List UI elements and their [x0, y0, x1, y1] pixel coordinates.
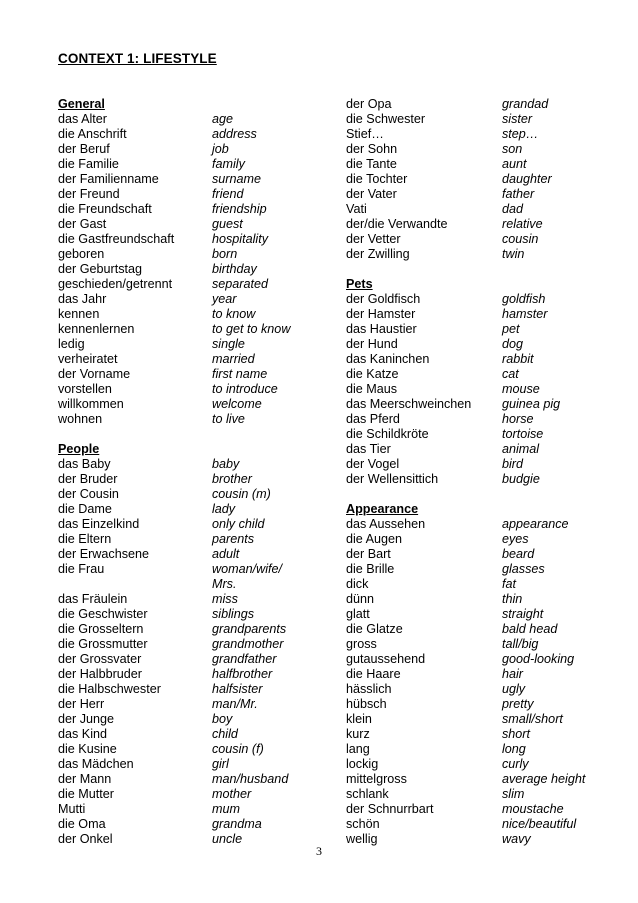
english-translation: sister: [502, 112, 533, 126]
vocab-row: [58, 172, 328, 187]
english-translation: born: [212, 247, 238, 261]
english-translation: aunt: [502, 157, 527, 171]
vocab-row: [346, 772, 606, 787]
section-heading: General: [58, 97, 105, 111]
english-translation: age: [212, 112, 234, 126]
german-word: die Augen: [346, 532, 403, 546]
vocab-row: [346, 817, 606, 832]
section-heading-row: [58, 97, 328, 112]
vocab-row: [346, 697, 606, 712]
vocab-row: [58, 187, 328, 202]
german-word: der Hund: [346, 337, 398, 351]
german-word: der Grossvater: [58, 652, 142, 666]
german-word: der Hamster: [346, 307, 416, 321]
german-word: der Vater: [346, 187, 397, 201]
english-translation: married: [212, 352, 255, 366]
english-translation: job: [212, 142, 229, 156]
english-translation: guest: [212, 217, 243, 231]
vocab-row: [58, 502, 328, 517]
vocab-row: [58, 742, 328, 757]
vocab-row: [346, 742, 606, 757]
english-translation: long: [502, 742, 526, 756]
vocab-row: [58, 112, 328, 127]
vocab-row: [346, 472, 606, 487]
vocab-row: [346, 592, 606, 607]
english-translation: man/Mr.: [212, 697, 258, 711]
vocab-row: [346, 682, 606, 697]
vocab-row: [346, 307, 606, 322]
english-translation: to introduce: [212, 382, 278, 396]
vocab-row: [58, 412, 328, 427]
english-translation: first name: [212, 367, 268, 381]
section-heading: People: [58, 442, 100, 456]
english-translation: dog: [502, 337, 524, 351]
english-translation: hair: [502, 667, 523, 681]
german-word: die Brille: [346, 562, 395, 576]
vocab-row: [346, 232, 606, 247]
english-translation: bird: [502, 457, 523, 471]
english-translation: short: [502, 727, 530, 741]
vocab-row: [58, 517, 328, 532]
english-translation: to get to know: [212, 322, 291, 336]
vocab-row: [346, 412, 606, 427]
english-translation: hamster: [502, 307, 548, 321]
vocab-row: [346, 712, 606, 727]
english-translation: average height: [502, 772, 586, 786]
vocab-row: [58, 277, 328, 292]
english-translation: daughter: [502, 172, 552, 186]
english-translation: twin: [502, 247, 525, 261]
english-translation: curly: [502, 757, 529, 771]
vocab-row: [346, 322, 606, 337]
english-translation: boy: [212, 712, 233, 726]
english-translation: mum: [212, 802, 240, 816]
german-word: die Grossmutter: [58, 637, 148, 651]
german-word: der Vogel: [346, 457, 400, 471]
english-translation: mother: [212, 787, 252, 801]
section-spacer: [58, 427, 328, 442]
vocab-row: [58, 697, 328, 712]
vocab-row: [346, 727, 606, 742]
english-translation: father: [502, 187, 535, 201]
german-word: verheiratet: [58, 352, 118, 366]
german-word: die Schwester: [346, 112, 426, 126]
vocab-row: [58, 562, 328, 577]
vocab-row: [346, 457, 606, 472]
german-word: die Schildkröte: [346, 427, 429, 441]
german-word: der Schnurrbart: [346, 802, 434, 816]
vocab-row: [58, 592, 328, 607]
english-translation: pretty: [502, 697, 534, 711]
english-translation: only child: [212, 517, 265, 531]
german-word: vorstellen: [58, 382, 112, 396]
english-translation: man/husband: [212, 772, 289, 786]
german-word: der Erwachsene: [58, 547, 150, 561]
german-word: die Eltern: [58, 532, 112, 546]
german-word: geboren: [58, 247, 105, 261]
vocab-row: [58, 712, 328, 727]
english-translation: siblings: [212, 607, 254, 621]
vocab-row: [346, 442, 606, 457]
vocab-row: [58, 397, 328, 412]
english-translation: Mrs.: [212, 577, 237, 591]
vocab-row: [346, 292, 606, 307]
german-word: der Gast: [58, 217, 107, 231]
vocab-row: [58, 247, 328, 262]
english-translation: tall/big: [502, 637, 539, 651]
german-word: die Mutter: [58, 787, 114, 801]
english-translation: adult: [212, 547, 240, 561]
english-translation: address: [212, 127, 257, 141]
german-word: die Glatze: [346, 622, 403, 636]
german-word: der Onkel: [58, 832, 113, 846]
german-word: wohnen: [58, 412, 103, 426]
english-translation: cousin (m): [212, 487, 271, 501]
vocab-row: [58, 607, 328, 622]
vocab-row: [58, 667, 328, 682]
english-translation: lady: [212, 502, 236, 516]
german-word: das Einzelkind: [58, 517, 140, 531]
page-title: CONTEXT 1: LIFESTYLE: [58, 51, 217, 66]
vocab-row: [58, 487, 328, 502]
vocab-row: [58, 127, 328, 142]
german-word: die Frau: [58, 562, 105, 576]
vocab-row: [346, 157, 606, 172]
german-word: der Mann: [58, 772, 112, 786]
german-word: das Aussehen: [346, 517, 426, 531]
vocab-row: [346, 622, 606, 637]
german-word: willkommen: [58, 397, 124, 411]
english-translation: girl: [212, 757, 229, 771]
vocab-row: [58, 637, 328, 652]
vocab-row: [58, 157, 328, 172]
german-word: das Mädchen: [58, 757, 134, 771]
vocab-row: [346, 562, 606, 577]
vocab-row: [346, 757, 606, 772]
german-word: die Katze: [346, 367, 399, 381]
english-translation: nice/beautiful: [502, 817, 577, 831]
vocab-row: [346, 802, 606, 817]
vocab-row: [346, 172, 606, 187]
vocab-row: [58, 307, 328, 322]
vocab-row: [58, 382, 328, 397]
german-word: der Wellensittich: [346, 472, 439, 486]
vocab-row: [58, 577, 328, 592]
german-word: gross: [346, 637, 377, 651]
german-word: das Kaninchen: [346, 352, 430, 366]
vocab-column-left: [58, 97, 328, 847]
english-translation: rabbit: [502, 352, 534, 366]
german-word: dünn: [346, 592, 375, 606]
english-translation: uncle: [212, 832, 243, 846]
german-word: kennen: [58, 307, 100, 321]
english-translation: pet: [502, 322, 520, 336]
vocab-row: [346, 787, 606, 802]
german-word: die Halbschwester: [58, 682, 161, 696]
section-heading-row: [346, 277, 606, 292]
vocab-row: [346, 337, 606, 352]
german-word: der Bruder: [58, 472, 118, 486]
section-heading: Pets: [346, 277, 373, 291]
vocab-row: [346, 652, 606, 667]
english-translation: tortoise: [502, 427, 544, 441]
english-translation: parents: [212, 532, 255, 546]
english-translation: family: [212, 157, 245, 171]
english-translation: birthday: [212, 262, 257, 276]
english-translation: baby: [212, 457, 240, 471]
english-translation: wavy: [502, 832, 531, 846]
vocab-row: [346, 352, 606, 367]
german-word: die Oma: [58, 817, 106, 831]
german-word: die Freundschaft: [58, 202, 152, 216]
german-word: der Herr: [58, 697, 105, 711]
german-word: der Familienname: [58, 172, 159, 186]
german-word: Stief…: [346, 127, 384, 141]
german-word: der Halbbruder: [58, 667, 143, 681]
english-translation: brother: [212, 472, 252, 486]
german-word: die Grosseltern: [58, 622, 144, 636]
english-translation: woman/wife/: [212, 562, 282, 576]
english-translation: separated: [212, 277, 269, 291]
english-translation: ugly: [502, 682, 526, 696]
german-word: das Alter: [58, 112, 108, 126]
german-word: wellig: [346, 832, 378, 846]
english-translation: beard: [502, 547, 535, 561]
english-translation: grandma: [212, 817, 262, 831]
german-word: klein: [346, 712, 372, 726]
german-word: das Jahr: [58, 292, 107, 306]
english-translation: guinea pig: [502, 397, 561, 411]
vocab-row: [58, 817, 328, 832]
vocab-row: [58, 532, 328, 547]
german-word: das Baby: [58, 457, 111, 471]
vocab-row: [346, 667, 606, 682]
section-spacer: [346, 262, 606, 277]
german-word: die Anschrift: [58, 127, 127, 141]
english-translation: friend: [212, 187, 244, 201]
german-word: der/die Verwandte: [346, 217, 448, 231]
vocab-column-right: [346, 97, 606, 847]
german-word: die Maus: [346, 382, 398, 396]
vocab-row: [58, 202, 328, 217]
english-translation: grandmother: [212, 637, 284, 651]
german-word: die Kusine: [58, 742, 117, 756]
vocab-row: [346, 202, 606, 217]
english-translation: moustache: [502, 802, 564, 816]
english-translation: step…: [502, 127, 539, 141]
vocab-row: [346, 517, 606, 532]
vocab-row: [346, 142, 606, 157]
vocab-row: [58, 232, 328, 247]
german-word: die Tochter: [346, 172, 408, 186]
english-translation: welcome: [212, 397, 262, 411]
english-translation: cousin (f): [212, 742, 264, 756]
vocab-row: [346, 637, 606, 652]
german-word: der Goldfisch: [346, 292, 421, 306]
german-word: das Fräulein: [58, 592, 128, 606]
german-word: der Freund: [58, 187, 120, 201]
german-word: das Tier: [346, 442, 391, 456]
german-word: der Zwilling: [346, 247, 410, 261]
english-translation: animal: [502, 442, 540, 456]
vocab-row: [58, 622, 328, 637]
german-word: der Geburtstag: [58, 262, 143, 276]
vocab-row: [346, 367, 606, 382]
vocab-row: [346, 547, 606, 562]
english-translation: mouse: [502, 382, 540, 396]
german-word: das Haustier: [346, 322, 417, 336]
english-translation: to live: [212, 412, 245, 426]
english-translation: goldfish: [502, 292, 546, 306]
vocab-row: [58, 652, 328, 667]
german-word: Mutti: [58, 802, 86, 816]
vocab-row: [58, 352, 328, 367]
english-translation: cat: [502, 367, 519, 381]
german-word: der Bart: [346, 547, 391, 561]
vocab-row: [58, 322, 328, 337]
german-word: kennenlernen: [58, 322, 135, 336]
vocab-row: [58, 457, 328, 472]
german-word: hübsch: [346, 697, 387, 711]
german-word: ledig: [58, 337, 85, 351]
german-word: glatt: [346, 607, 370, 621]
vocab-row: [346, 127, 606, 142]
english-translation: dad: [502, 202, 524, 216]
vocab-row: [58, 367, 328, 382]
german-word: der Beruf: [58, 142, 110, 156]
german-word: der Sohn: [346, 142, 398, 156]
german-word: Vati: [346, 202, 367, 216]
german-word: geschieden/getrennt: [58, 277, 173, 291]
german-word: lang: [346, 742, 370, 756]
english-translation: to know: [212, 307, 256, 321]
english-translation: fat: [502, 577, 517, 591]
english-translation: bald head: [502, 622, 558, 636]
vocab-row: [58, 772, 328, 787]
vocab-row: [346, 187, 606, 202]
vocab-row: [58, 802, 328, 817]
english-translation: straight: [502, 607, 544, 621]
vocab-row: [346, 112, 606, 127]
german-word: das Pferd: [346, 412, 400, 426]
english-translation: surname: [212, 172, 261, 186]
german-word: die Dame: [58, 502, 112, 516]
vocab-row: [58, 787, 328, 802]
vocab-row: [58, 547, 328, 562]
vocab-row: [346, 217, 606, 232]
english-translation: son: [502, 142, 523, 156]
vocab-row: [58, 337, 328, 352]
section-heading-row: [346, 502, 606, 517]
english-translation: single: [212, 337, 245, 351]
vocab-row: [58, 472, 328, 487]
german-word: der Junge: [58, 712, 115, 726]
german-word: der Cousin: [58, 487, 119, 501]
english-translation: child: [212, 727, 238, 741]
vocab-row: [58, 262, 328, 277]
english-translation: hospitality: [212, 232, 269, 246]
german-word: der Opa: [346, 97, 392, 111]
english-translation: relative: [502, 217, 543, 231]
vocab-row: [58, 682, 328, 697]
english-translation: horse: [502, 412, 534, 426]
german-word: der Vorname: [58, 367, 131, 381]
german-word: die Geschwister: [58, 607, 148, 621]
english-translation: budgie: [502, 472, 540, 486]
vocab-row: [346, 427, 606, 442]
english-translation: year: [212, 292, 237, 306]
german-word: dick: [346, 577, 369, 591]
english-translation: grandfather: [212, 652, 277, 666]
vocab-row: [346, 247, 606, 262]
english-translation: appearance: [502, 517, 569, 531]
vocab-row: [346, 397, 606, 412]
english-translation: cousin: [502, 232, 539, 246]
vocab-row: [346, 577, 606, 592]
english-translation: halfsister: [212, 682, 263, 696]
section-heading: Appearance: [346, 502, 419, 516]
english-translation: grandparents: [212, 622, 287, 636]
german-word: gutaussehend: [346, 652, 426, 666]
german-word: schlank: [346, 787, 389, 801]
german-word: hässlich: [346, 682, 392, 696]
english-translation: glasses: [502, 562, 545, 576]
page-number: 3: [316, 844, 322, 858]
german-word: das Kind: [58, 727, 108, 741]
section-heading-row: [58, 442, 328, 457]
english-translation: friendship: [212, 202, 267, 216]
german-word: der Vetter: [346, 232, 401, 246]
english-translation: slim: [502, 787, 525, 801]
english-translation: halfbrother: [212, 667, 273, 681]
section-spacer: [346, 487, 606, 502]
vocab-row: [346, 532, 606, 547]
english-translation: good-looking: [502, 652, 575, 666]
english-translation: grandad: [502, 97, 549, 111]
german-word: kurz: [346, 727, 370, 741]
german-word: lockig: [346, 757, 379, 771]
german-word: die Tante: [346, 157, 397, 171]
german-word: die Familie: [58, 157, 119, 171]
english-translation: eyes: [502, 532, 529, 546]
german-word: die Gastfreundschaft: [58, 232, 175, 246]
german-word: mittelgross: [346, 772, 407, 786]
vocab-row: [58, 727, 328, 742]
vocab-row: [58, 217, 328, 232]
vocab-row: [58, 142, 328, 157]
german-word: schön: [346, 817, 380, 831]
english-translation: miss: [212, 592, 238, 606]
english-translation: thin: [502, 592, 523, 606]
vocab-row: [346, 97, 606, 112]
english-translation: small/short: [502, 712, 563, 726]
vocab-row: [58, 757, 328, 772]
german-word: die Haare: [346, 667, 401, 681]
vocab-row: [58, 292, 328, 307]
german-word: das Meerschweinchen: [346, 397, 472, 411]
vocab-row: [346, 607, 606, 622]
vocab-row: [346, 382, 606, 397]
